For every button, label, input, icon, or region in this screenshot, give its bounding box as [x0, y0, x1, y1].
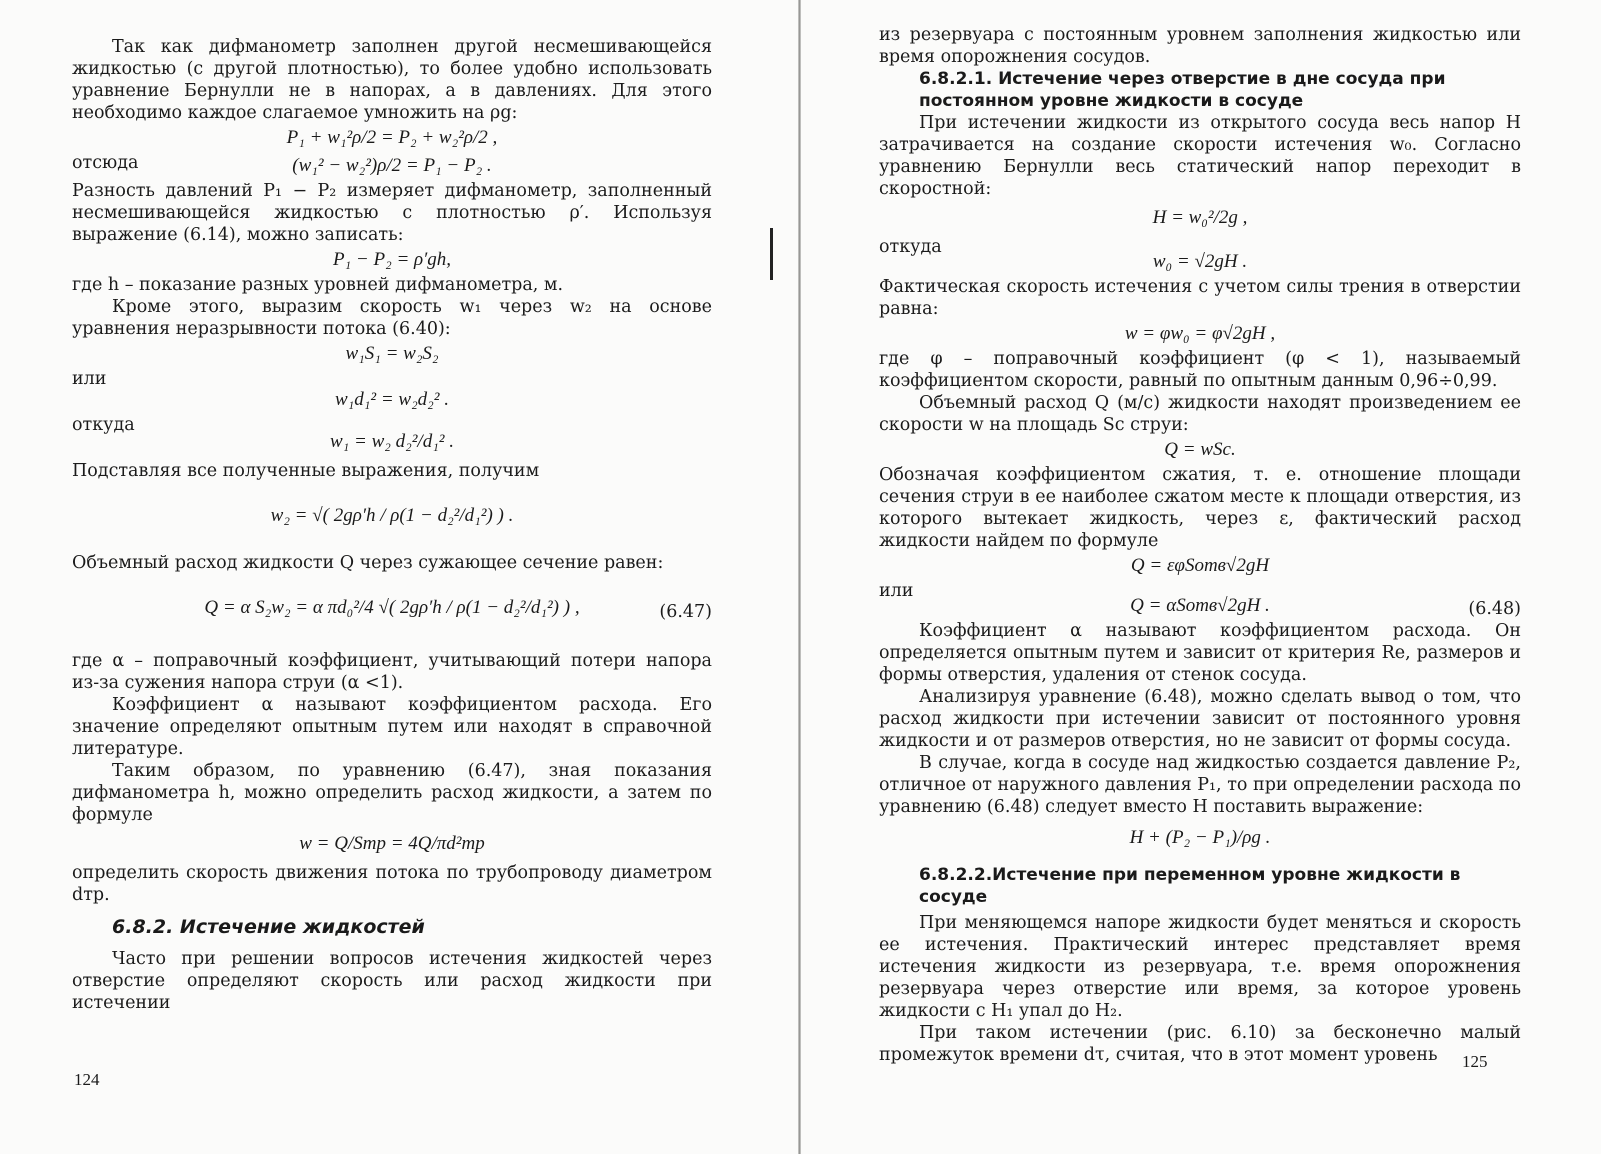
- paragraph: Так как дифманометр заполнен другой несмешивающейся жидкостью (с другой плотностью), то более удобно использовать уравнение Бернулли не в напорах, а в давлениях. Для этого необходимо каждое слагаемое умножить на ρg:: [72, 37, 712, 123]
- inline-label: или: [879, 581, 914, 601]
- formula: Q = εφSотв√2gH: [1130, 555, 1270, 576]
- formula-row: [879, 580, 1521, 620]
- paragraph: из резервуара с постоянным уровнем заполнения жидкостью или время опорожнения сосудов.: [879, 25, 1521, 67]
- paragraph: Коэффициент α называют коэффициентом расхода. Его значение определяют опытным путем или находят в справочной литературе.: [72, 695, 712, 759]
- formula: w₁d₁² = w₂d₂² .: [335, 389, 449, 410]
- paragraph: Таким образом, по уравнению (6.47), зная показания дифманометра h, можно определить расход жидкости, а затем по формуле: [72, 761, 712, 825]
- paragraph: Подставляя все полученные выражения, получим: [72, 461, 540, 481]
- right-page-text: [879, 24, 1521, 1066]
- formula: Q = wSс.: [1164, 439, 1236, 460]
- paragraph: Коэффициент α называют коэффициентом расхода. Он определяется опытным путем и зависит от критерия Re, размеров и формы отверстия, удаления от стенок сосуда.: [879, 621, 1521, 685]
- formula-row: [72, 414, 712, 460]
- paragraph: При истечении жидкости из открытого сосуда весь напор H затрачивается на создание скорости истечения w₀. Согласно уравнению Бернулли весь статический напор переходит в скоростной:: [879, 113, 1521, 199]
- formula: w₂ = √( 2gρ′h / ρ(1 − d₂²/d₁²) ) .: [270, 505, 514, 526]
- paragraph: Объемный расход жидкости Q через сужающее сечение равен:: [72, 553, 664, 573]
- inline-label: откуда: [72, 415, 135, 435]
- paragraph: При меняющемся напоре жидкости будет меняться и скорость ее истечения. Практический интерес представляет время истечения жидкости из резервуара, т.е. время опорожнения резервуара через отверстие или время, за которое уровень жидкости с H₁ упал до H₂.: [879, 913, 1521, 1021]
- formula-row: [879, 236, 1521, 276]
- formula: w₁S₁ = w₂S₂: [345, 343, 439, 364]
- paragraph: Часто при решении вопросов истечения жидкостей через отверстие определяют скорость или расход жидкости при истечении: [72, 949, 712, 1013]
- formula: w = Q/Sтр = 4Q/πd²тр: [299, 833, 485, 854]
- paragraph: В случае, когда в сосуде над жидкостью создается давление P₂, отличное от наружного давления P₁, то при определении расхода по уравнению (6.48) следует вместо H поставить выражение:: [879, 753, 1521, 817]
- formula-row: [72, 152, 712, 180]
- formula: w₁ = w₂ d₂²/d₁² .: [329, 431, 454, 452]
- formula-row: [72, 574, 712, 650]
- inline-label: отсюда: [72, 153, 139, 173]
- formula: Q = αSотв√2gH .: [1130, 595, 1270, 616]
- page-number: 125: [1462, 1052, 1488, 1071]
- inline-label: или: [72, 369, 107, 389]
- formula: P₁ − P₂ = ρ′gh,: [332, 249, 452, 270]
- right-page: [801, 0, 1601, 1154]
- formula: P₁ + w₁²ρ/2 = P₂ + w₂²ρ/2 ,: [286, 127, 498, 148]
- paragraph: Анализируя уравнение (6.48), можно сделать вывод о том, что расход жидкости при истечении зависит от постоянного уровня жидкости и от размеров отверстия, но не зависит от формы сосуда.: [879, 687, 1521, 751]
- left-page-text: [72, 36, 712, 1014]
- inline-label: откуда: [879, 237, 942, 257]
- paragraph: где α – поправочный коэффициент, учитывающий потери напора из-за сужения напора струи (α <1).: [72, 651, 712, 693]
- scan-mark: [770, 228, 773, 280]
- paragraph: Объемный расход Q (м/с) жидкости находят произведением ее скорости w на площадь Sс струи:: [879, 393, 1521, 435]
- paragraph: где φ – поправочный коэффициент (φ < 1), называемый коэффициентом скорости, равный по опытным данным 0,96÷0,99.: [879, 349, 1521, 391]
- paragraph: Кроме этого, выразим скорость w₁ через w₂ на основе уравнения неразрывности потока (6.40):: [72, 297, 712, 339]
- equation-number: (6.47): [659, 602, 712, 622]
- equation-number: (6.48): [1468, 599, 1521, 619]
- section-heading: 6.8.2. Истечение жидкостей: [112, 916, 425, 938]
- subsection-heading: 6.8.2.2.Истечение при переменном уровне жидкости в сосуде: [919, 865, 1461, 907]
- left-page: [0, 0, 800, 1154]
- formula: w₀ = √2gH .: [1152, 251, 1248, 272]
- subsection-heading: 6.8.2.1. Истечение через отверстие в дне сосуда при постоянном уровне жидкости в сосуде: [919, 69, 1446, 111]
- paragraph: где h – показание разных уровней дифманометра, м.: [72, 275, 564, 295]
- paragraph: Фактическая скорость истечения с учетом силы трения в отверстии равна:: [879, 277, 1521, 319]
- paragraph: Обозначая коэффициентом сжатия, т. е. отношение площади сечения струи в ее наиболее сжатом месте к площади отверстия, из которого вытекает жидкость, через ε, фактический расход жидкости найдем по формуле: [879, 465, 1521, 551]
- formula: H = w₀²/2g ,: [1152, 207, 1248, 228]
- formula: w = φw₀ = φ√2gH ,: [1124, 323, 1276, 344]
- formula: H + (P₂ − P₁)/ρg .: [1129, 827, 1271, 848]
- paragraph: определить скорость движения потока по трубопроводу диаметром dтр.: [72, 863, 712, 905]
- paragraph: Разность давлений P₁ − P₂ измеряет дифманометр, заполненный несмешивающейся жидкостью с плотностью ρ′. Используя выражение (6.14), можно записать:: [72, 181, 712, 245]
- formula-row: [72, 368, 712, 414]
- formula: (w₁² − w₂²)ρ/2 = P₁ − P₂ .: [292, 155, 492, 176]
- formula: Q = α S₂w₂ = α πd₀²/4 √( 2gρ′h / ρ(1 − d₂²/d₁²) ) ,: [204, 597, 580, 618]
- page-number: 124: [74, 1070, 100, 1089]
- paragraph: При таком истечении (рис. 6.10) за бесконечно малый промежуток времени dτ, считая, что в этот момент уровень: [879, 1023, 1521, 1065]
